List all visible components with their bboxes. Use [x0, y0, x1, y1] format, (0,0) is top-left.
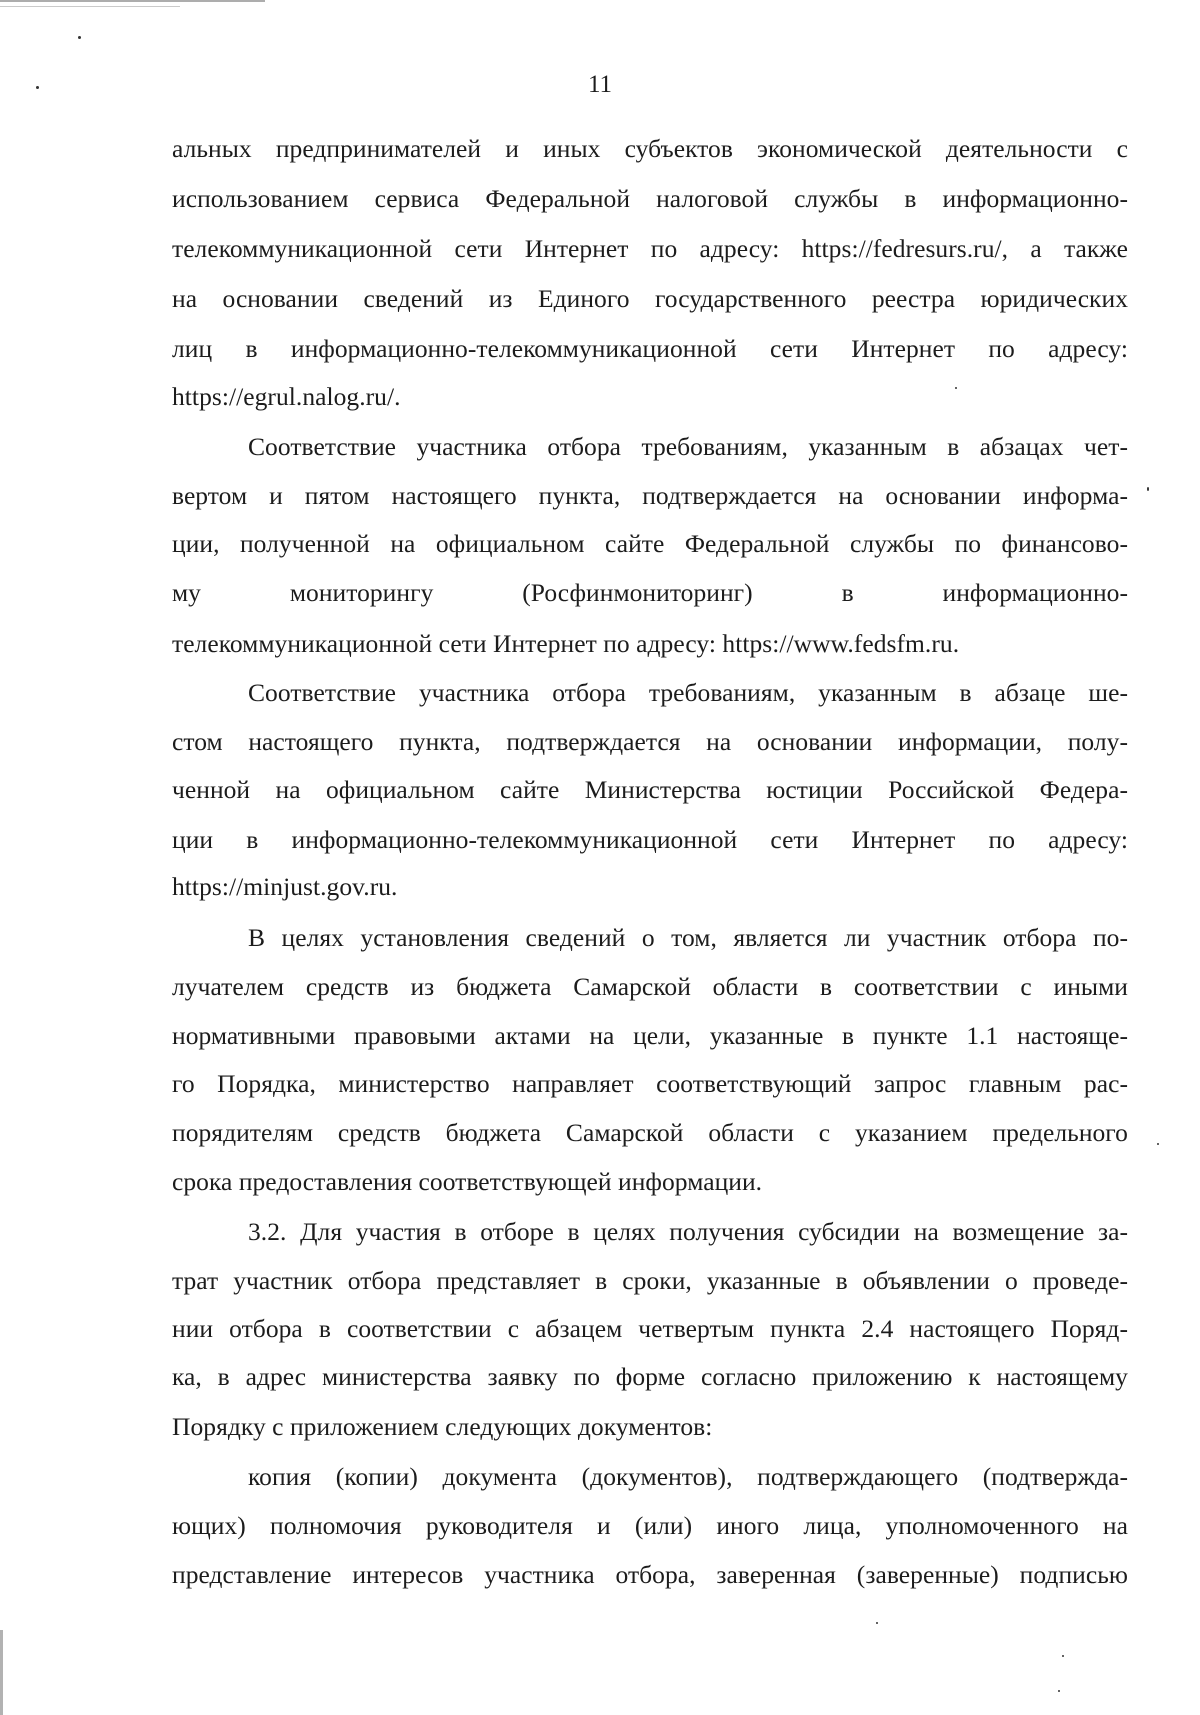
text-line: порядителям средств бюджета Самарской области с указанием предельного	[172, 1118, 1128, 1147]
text-line: му мониторингу (Росфинмониторинг) в информационно-	[172, 578, 1128, 607]
text-line: 3.2. Для участия в отборе в целях получения субсидии на возмещение за-	[248, 1217, 1128, 1246]
scan-speck	[1157, 1143, 1159, 1145]
text-line: Порядку с приложением следующих документов:	[172, 1412, 713, 1441]
text-line: лиц в информационно-телекоммуникационной сети Интернет по адресу:	[172, 334, 1128, 363]
text-line: Соответствие участника отбора требованиям, указанным в абзаце ше-	[248, 678, 1128, 707]
scan-edge-top-secondary	[0, 6, 180, 7]
text-line: Соответствие участника отбора требованиям, указанным в абзацах чет-	[248, 432, 1128, 461]
scan-speck	[1058, 1690, 1060, 1692]
scan-speck	[876, 1622, 878, 1624]
text-line: ции, полученной на официальном сайте Федеральной службы по финансово-	[172, 529, 1128, 558]
text-line: вертом и пятом настоящего пункта, подтверждается на основании информа-	[172, 481, 1128, 510]
text-line: го Порядка, министерство направляет соответствующий запрос главным рас-	[172, 1069, 1128, 1098]
scan-speck	[1062, 1655, 1064, 1657]
text-line: https://minjust.gov.ru.	[172, 872, 398, 901]
text-line: лучателем средств из бюджета Самарской области в соответствии с иными	[172, 972, 1128, 1001]
text-line: использованием сервиса Федеральной налоговой службы в информационно-	[172, 184, 1128, 213]
text-line: ка, в адрес министерства заявку по форме согласно приложению к настоящему	[172, 1362, 1128, 1391]
scan-speck	[1147, 487, 1149, 491]
scan-speck	[78, 36, 81, 39]
text-line: альных предпринимателей и иных субъектов экономической деятельности с	[172, 134, 1128, 163]
text-line: https://egrul.nalog.ru/.	[172, 382, 401, 411]
text-line: В целях установления сведений о том, является ли участник отбора по-	[248, 923, 1128, 952]
text-line: представление интересов участника отбора, заверенная (заверенные) подписью	[172, 1560, 1128, 1589]
text-line: ющих) полномочия руководителя и (или) иного лица, уполномоченного на	[172, 1511, 1128, 1540]
scan-edge-top	[0, 0, 265, 2]
text-line: нормативными правовыми актами на цели, указанные в пункте 1.1 настояще-	[172, 1021, 1128, 1050]
text-line: срока предоставления соответствующей информации.	[172, 1167, 763, 1196]
text-line: на основании сведений из Единого государственного реестра юридических	[172, 284, 1128, 313]
text-line: трат участник отбора представляет в сроки, указанные в объявлении о проведе-	[172, 1266, 1128, 1295]
text-line: телекоммуникационной сети Интернет по адресу: https://fedresurs.ru/, а также	[172, 234, 1128, 263]
text-line: телекоммуникационной сети Интернет по адресу: https://www.fedsfm.ru.	[172, 629, 960, 658]
text-line: копия (копии) документа (документов), подтверждающего (подтвержда-	[248, 1462, 1128, 1491]
text-line: стом настоящего пункта, подтверждается на основании информации, полу-	[172, 727, 1128, 756]
text-line: ции в информационно-телекоммуникационной сети Интернет по адресу:	[172, 825, 1128, 854]
page-number: 11	[587, 71, 613, 98]
text-line: нии отбора в соответствии с абзацем четвертым пункта 2.4 настоящего Поряд-	[172, 1314, 1128, 1343]
scan-edge-left	[0, 1630, 3, 1715]
text-line: ченной на официальном сайте Министерства юстиции Российской Федера-	[172, 775, 1128, 804]
